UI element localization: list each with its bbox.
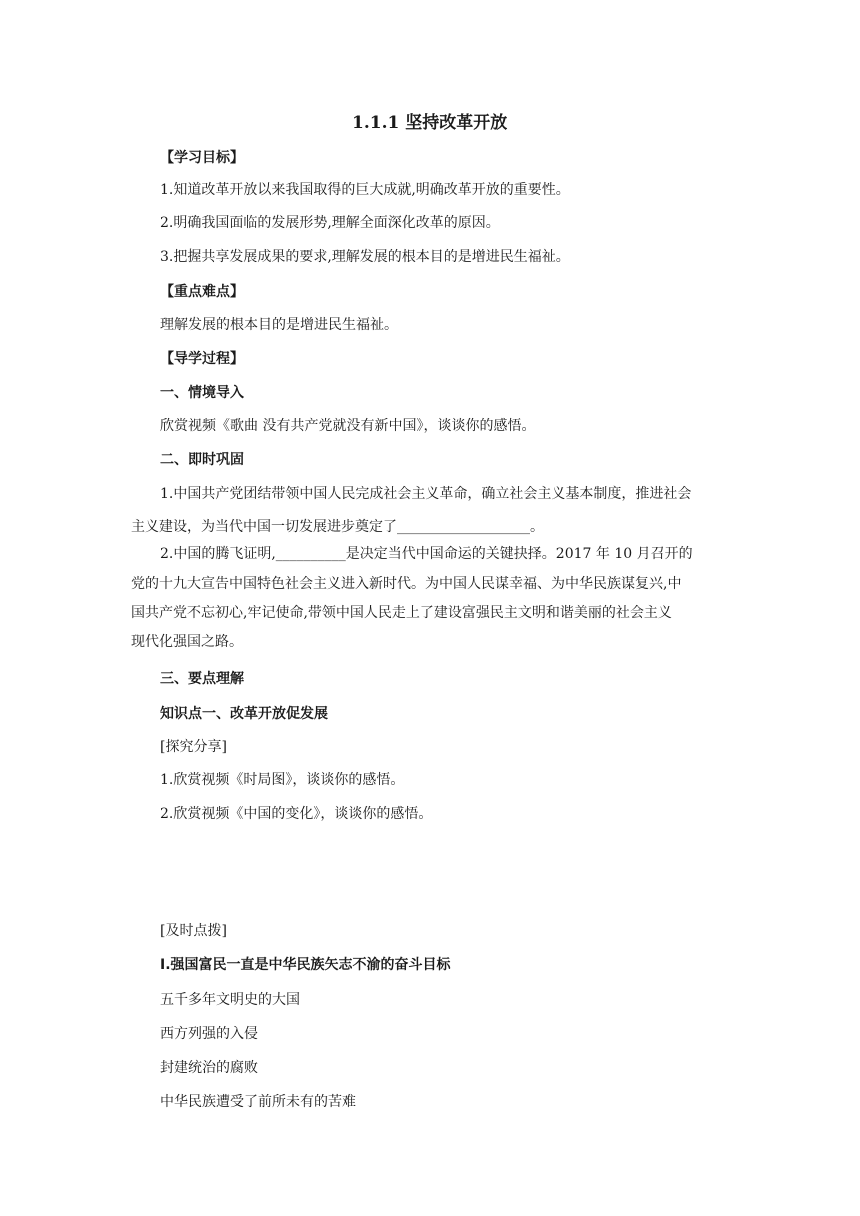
- question-1-line-1: 1.中国共产党团结带领中国人民完成社会主义革命，确立社会主义基本制度，推进社会: [160, 486, 692, 502]
- subsection-heading-intro: 一、情境导入: [160, 385, 244, 401]
- goal-item-1: 1.知道改革开放以来我国取得的巨大成就,明确改革开放的重要性。: [160, 182, 570, 198]
- goal-item-3: 3.把握共享发展成果的要求,理解发展的根本目的是增进民生福祉。: [160, 249, 570, 265]
- section-heading-process: 【导学过程】: [160, 351, 244, 367]
- explore-heading: [探究分享]: [160, 739, 227, 755]
- subsection-heading-understanding: 三、要点理解: [160, 671, 244, 687]
- explore-item-2: 2.欣赏视频《中国的变化》，谈谈你的感悟。: [160, 806, 433, 822]
- tip-heading: [及时点拨]: [160, 923, 227, 939]
- question-2-line-3: 国共产党不忘初心,牢记使命,带领中国人民走上了建设富强民主文明和谐美丽的社会主义: [131, 605, 672, 621]
- tip-item-2: 西方列强的入侵: [160, 1026, 258, 1042]
- tip-item-3: 封建统治的腐败: [160, 1060, 258, 1076]
- tip-title: Ⅰ.强国富民一直是中华民族矢志不渝的奋斗目标: [160, 957, 451, 973]
- section-heading-goals: 【学习目标】: [160, 150, 244, 166]
- knowledge-point-1: 知识点一、改革开放促发展: [160, 706, 328, 722]
- question-2-line-2: 党的十九大宣告中国特色社会主义进入新时代。为中国人民谋幸福、为中华民族谋复兴,中: [131, 576, 682, 592]
- question-1-line-2: 主义建设，为当代中国一切发展进步奠定了___________________。: [131, 519, 544, 535]
- question-2-line-4: 现代化强国之路。: [131, 634, 243, 650]
- page-title: 1.1.1 坚持改革开放: [352, 113, 508, 133]
- intro-text: 欣赏视频《歌曲 没有共产党就没有新中国》，谈谈你的感悟。: [160, 418, 536, 434]
- explore-item-1: 1.欣赏视频《时局图》，谈谈你的感悟。: [160, 772, 405, 788]
- subsection-heading-consolidate: 二、即时巩固: [160, 452, 244, 468]
- question-2-line-1: 2.中国的腾飞证明,__________是决定当代中国命运的关键抉择。2017 年 10 月召开的: [160, 546, 693, 562]
- tip-item-4: 中华民族遭受了前所未有的苦难: [160, 1094, 356, 1110]
- goal-item-2: 2.明确我国面临的发展形势,理解全面深化改革的原因。: [160, 215, 500, 231]
- keypoints-text: 理解发展的根本目的是增进民生福祉。: [160, 317, 398, 333]
- tip-item-1: 五千多年文明史的大国: [160, 992, 300, 1008]
- section-heading-keypoints: 【重点难点】: [160, 284, 244, 300]
